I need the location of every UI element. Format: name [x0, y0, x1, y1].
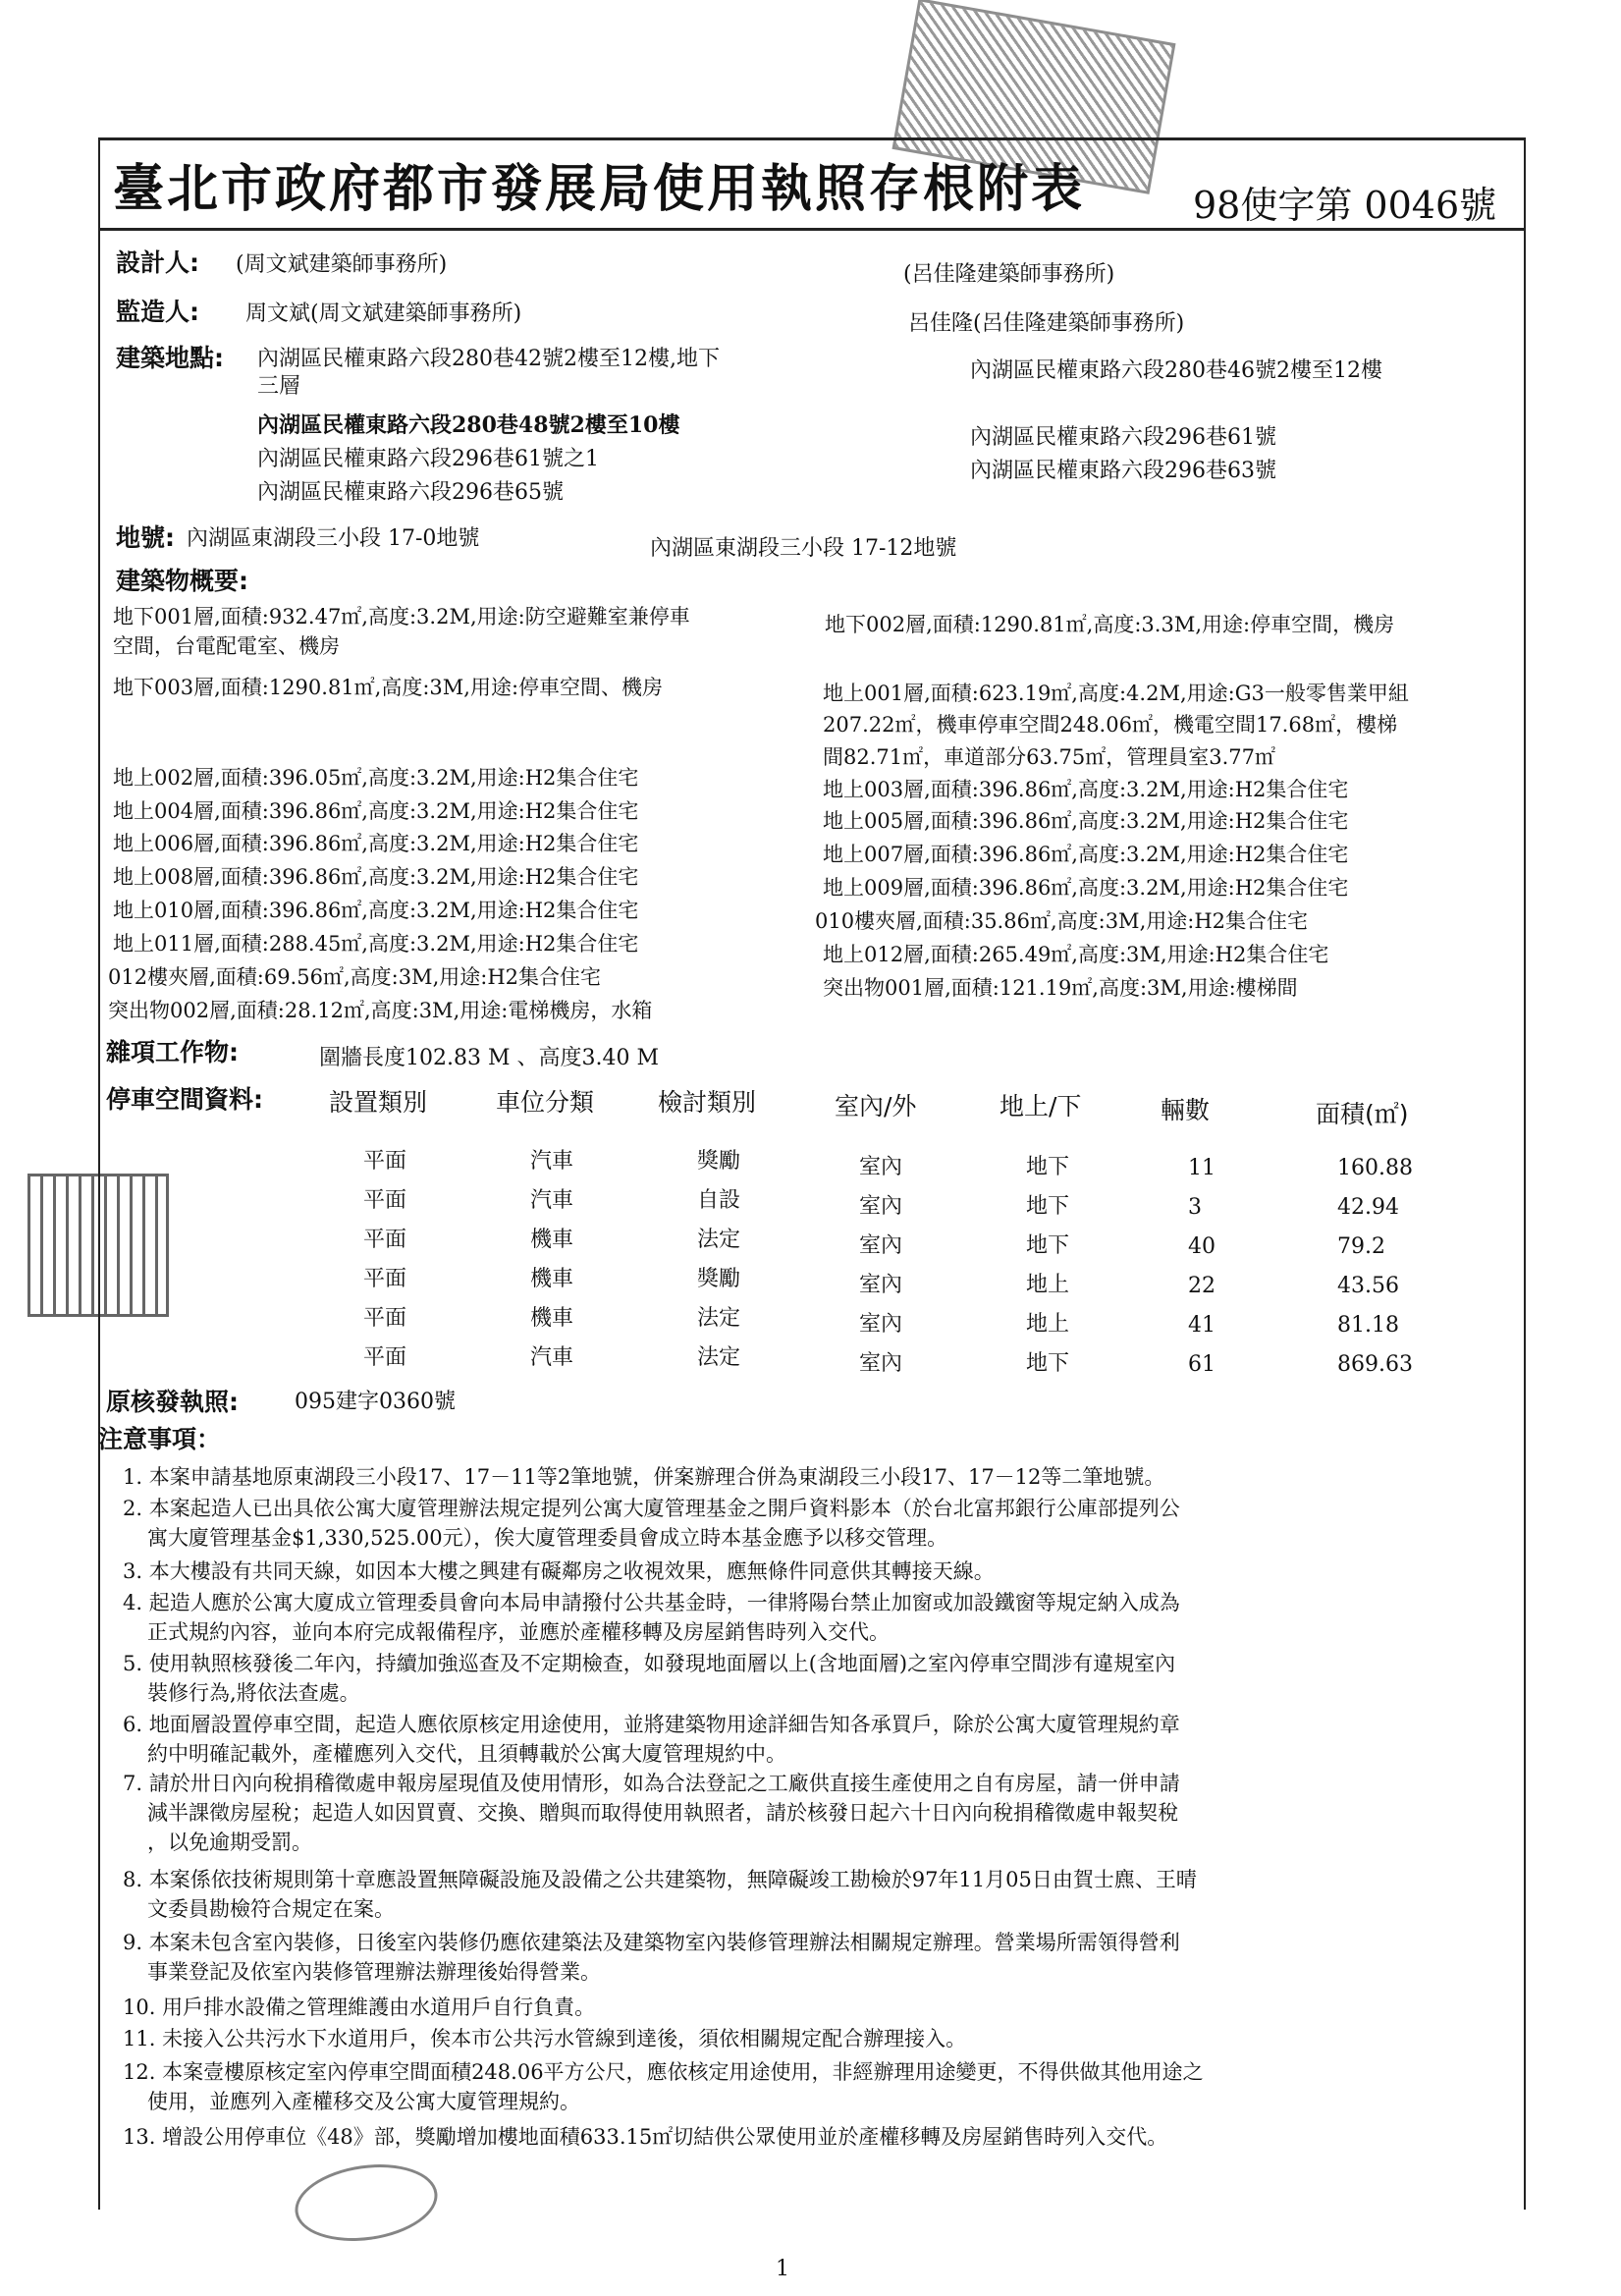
original-permit-value: 095建字0360號 — [295, 1390, 456, 1414]
parking-cell: 22 — [1188, 1274, 1216, 1298]
parking-cell: 42.94 — [1337, 1195, 1399, 1220]
parking-header: 設置類別 — [329, 1088, 428, 1117]
parking-cell: 法定 — [697, 1228, 741, 1252]
note-line: 減半課徵房屋稅；起造人如因買賣、交換、贈與而取得使用執照者，請於核發日起六十日內向稅捐稽徵處申報契稅 — [147, 1801, 1178, 1825]
parking-cell: 平面 — [363, 1188, 407, 1213]
parking-cell: 機車 — [530, 1267, 574, 1291]
designer-right: (呂佳隆建築師事務所) — [903, 262, 1115, 287]
parking-cell: 平面 — [363, 1228, 407, 1252]
document-title: 臺北市政府都市發展局使用執照存根附表 — [113, 159, 1086, 219]
note-line: 裝修行為,將依法查處。 — [147, 1681, 360, 1705]
overview-label: 建築物概要: — [116, 567, 248, 595]
site-left-5: 內湖區民權東路六段296巷65號 — [257, 480, 564, 505]
note-line: 4. 起造人應於公寓大廈成立管理委員會向本局申請撥付公共基金時，一律將陽台禁止加窗或加設鐵窗等規定納入成為 — [123, 1591, 1180, 1614]
overview-b3: 地下003層,面積:1290.81㎡,高度:3M,用途:停車空間、機房 — [113, 676, 664, 699]
site-left-4: 內湖區民權東路六段296巷61號之1 — [257, 447, 599, 471]
supervisor-label: 監造人: — [116, 298, 199, 326]
site-left-2: 三層 — [257, 374, 301, 399]
lot-right: 內湖區東湖段三小段 17-12地號 — [650, 536, 957, 561]
parking-cell: 室內 — [859, 1155, 903, 1179]
overview-left-row: 012樓夾層,面積:69.56㎡,高度:3M,用途:H2集合住宅 — [108, 965, 601, 989]
note-line: 12. 本案壹樓原核定室內停車空間面積248.06平方公尺，應依核定用途使用，非經辦理用途變更，不得供做其他用途之 — [123, 2060, 1204, 2084]
parking-cell: 法定 — [697, 1345, 741, 1370]
parking-cell: 41 — [1188, 1313, 1216, 1338]
parking-header: 室內/外 — [835, 1092, 917, 1121]
permit-number: 98使字第 0046號 — [1193, 184, 1497, 227]
site-right-3: 內湖區民權東路六段296巷63號 — [970, 459, 1276, 483]
parking-cell: 室內 — [859, 1194, 903, 1219]
parking-cell: 獎勵 — [697, 1267, 741, 1291]
site-left-3: 內湖區民權東路六段280巷48號2樓至10樓 — [257, 412, 680, 438]
parking-header: 面積(㎡) — [1316, 1100, 1409, 1128]
parking-cell: 地下 — [1026, 1351, 1070, 1376]
overview-right-row: 地上003層,面積:396.86㎡,高度:3.2M,用途:H2集合住宅 — [823, 778, 1349, 801]
overview-left-row: 地上004層,面積:396.86㎡,高度:3.2M,用途:H2集合住宅 — [113, 799, 639, 823]
parking-cell: 81.18 — [1337, 1313, 1399, 1338]
parking-header: 輛數 — [1161, 1096, 1211, 1124]
note-line: 9. 本案未包含室內裝修，日後室內裝修仍應依建築法及建築物室內裝修管理辦法相關規定辦理。營業場所需領得營利 — [123, 1931, 1180, 1954]
overview-right-row: 地上007層,面積:396.86㎡,高度:3.2M,用途:H2集合住宅 — [823, 843, 1349, 866]
overview-g1-2: 207.22㎡，機車停車空間248.06㎡，機電空間17.68㎡，樓梯 — [823, 713, 1398, 737]
overview-b1-right: 地下002層,面積:1290.81㎡,高度:3.3M,用途:停車空間，機房 — [825, 613, 1395, 636]
overview-left-row: 突出物002層,面積:28.12㎡,高度:3M,用途:電梯機房，水箱 — [108, 999, 653, 1022]
overview-right-row: 地上012層,面積:265.49㎡,高度:3M,用途:H2集合住宅 — [823, 943, 1329, 966]
parking-cell: 地上 — [1026, 1312, 1070, 1337]
overview-g1-1: 地上001層,面積:623.19㎡,高度:4.2M,用途:G3一般零售業甲組 — [823, 682, 1409, 705]
parking-cell: 自設 — [697, 1188, 741, 1213]
parking-cell: 平面 — [363, 1149, 407, 1174]
parking-cell: 11 — [1188, 1156, 1216, 1180]
overview-left-row: 地上011層,面積:288.45㎡,高度:3.2M,用途:H2集合住宅 — [113, 932, 639, 956]
note-line: 10. 用戶排水設備之管理維護由水道用戶自行負責。 — [123, 1995, 596, 2019]
overview-g1-3: 間82.71㎡，車道部分63.75㎡，管理員室3.77㎡ — [823, 745, 1275, 769]
parking-cell: 法定 — [697, 1306, 741, 1331]
parking-cell: 平面 — [363, 1306, 407, 1331]
site-right-2: 內湖區民權東路六段296巷61號 — [970, 425, 1276, 450]
parking-cell: 61 — [1188, 1352, 1216, 1377]
parking-cell: 869.63 — [1337, 1352, 1413, 1377]
overview-left-row: 地上008層,面積:396.86㎡,高度:3.2M,用途:H2集合住宅 — [113, 865, 639, 889]
parking-cell: 室內 — [859, 1351, 903, 1376]
parking-cell: 汽車 — [530, 1345, 574, 1370]
parking-cell: 獎勵 — [697, 1149, 741, 1174]
misc-value: 圍牆長度102.83 M 、高度3.40 M — [319, 1046, 659, 1070]
parking-cell: 機車 — [530, 1306, 574, 1331]
parking-header: 車位分類 — [496, 1088, 595, 1117]
note-line: 11. 未接入公共污水下水道用戶，俟本市公共污水管線到達後，須依相關規定配合辦理接入。 — [123, 2027, 967, 2050]
note-line: 使用，並應列入產權移交及公寓大廈管理規約。 — [147, 2090, 580, 2113]
note-line: 5. 使用執照核發後二年內，持續加強巡查及不定期檢查，如發現地面層以上(含地面層)之室內停車空間涉有違規室內 — [123, 1652, 1176, 1675]
parking-cell: 汽車 — [530, 1188, 574, 1213]
overview-right-row: 010樓夾層,面積:35.86㎡,高度:3M,用途:H2集合住宅 — [815, 909, 1308, 933]
overview-b1-cont: 空間，台電配電室、機房 — [113, 634, 340, 658]
note-line: 寓大廈管理基金$1,330,525.00元），俟大廈管理委員會成立時本基金應予以移交管理。 — [147, 1526, 948, 1550]
overview-right-row: 突出物001層,面積:121.19㎡,高度:3M,用途:樓梯間 — [823, 976, 1298, 1000]
parking-cell: 室內 — [859, 1233, 903, 1258]
note-line: 3. 本大樓設有共同天線，如因本大樓之興建有礙鄰房之收視效果，應無條件同意供其轉接天線。 — [123, 1559, 995, 1583]
overview-left-row: 地上006層,面積:396.86㎡,高度:3.2M,用途:H2集合住宅 — [113, 832, 639, 855]
site-right-1: 內湖區民權東路六段280巷46號2樓至12樓 — [970, 358, 1382, 383]
lot-left: 內湖區東湖段三小段 17-0地號 — [187, 526, 480, 551]
overview-right-row: 地上009層,面積:396.86㎡,高度:3.2M,用途:H2集合住宅 — [823, 876, 1349, 900]
overview-left-row: 地上002層,面積:396.05㎡,高度:3.2M,用途:H2集合住宅 — [113, 766, 639, 790]
note-line: ，以免逾期受罰。 — [147, 1831, 312, 1854]
parking-cell: 機車 — [530, 1228, 574, 1252]
note-line: 正式規約內容，並向本府完成報備程序，並應於產權移轉及房屋銷售時列入交代。 — [147, 1620, 890, 1644]
note-line: 6. 地面層設置停車空間，起造人應依原核定用途使用，並將建築物用途詳細告知各承買戶，除於公寓大廈管理規約章 — [123, 1713, 1180, 1736]
parking-cell: 43.56 — [1337, 1274, 1399, 1298]
parking-cell: 地下 — [1026, 1194, 1070, 1219]
parking-cell: 3 — [1188, 1195, 1202, 1220]
parking-cell: 汽車 — [530, 1149, 574, 1174]
supervisor-left: 周文斌(周文斌建築師事務所) — [245, 301, 522, 326]
note-line: 2. 本案起造人已出具依公寓大廈管理辦法規定提列公寓大廈管理基金之開戶資料影本（於台北富邦銀行公庫部提列公 — [123, 1497, 1180, 1520]
note-line: 約中明確記載外，產權應列入交代，且須轉載於公寓大廈管理規約中。 — [147, 1742, 786, 1766]
overview-left-row: 地上010層,面積:396.86㎡,高度:3.2M,用途:H2集合住宅 — [113, 899, 639, 922]
parking-header: 地上/下 — [1000, 1092, 1082, 1121]
page-number: 1 — [776, 2257, 789, 2281]
lot-label: 地號: — [116, 523, 175, 552]
notes-label: 注意事項： — [98, 1425, 222, 1453]
parking-cell: 平面 — [363, 1345, 407, 1370]
parking-cell: 40 — [1188, 1234, 1216, 1259]
top-border — [98, 137, 1524, 140]
parking-cell: 地下 — [1026, 1155, 1070, 1179]
misc-label: 雜項工作物: — [106, 1038, 239, 1066]
parking-cell: 室內 — [859, 1273, 903, 1297]
overview-right-row: 地上005層,面積:396.86㎡,高度:3.2M,用途:H2集合住宅 — [823, 809, 1349, 833]
designer-left: (周文斌建築師事務所) — [236, 252, 448, 277]
designer-label: 設計人: — [116, 248, 199, 277]
note-line: 文委員勘檢符合規定在案。 — [147, 1897, 395, 1921]
parking-label: 停車空間資料: — [106, 1085, 263, 1114]
note-line: 7. 請於卅日內向稅捐稽徵處申報房屋現值及使用情形，如為合法登記之工廠供直接生產使用之自有房屋，請一併申請 — [123, 1772, 1180, 1795]
parking-cell: 室內 — [859, 1312, 903, 1337]
parking-cell: 160.88 — [1337, 1156, 1413, 1180]
note-line: 1. 本案申請基地原東湖段三小段17、17－11等2筆地號，併案辦理合併為東湖段三小段17、17－12等二筆地號。 — [123, 1465, 1165, 1489]
site-left-1: 內湖區民權東路六段280巷42號2樓至12樓,地下 — [257, 347, 720, 371]
site-label: 建築地點: — [116, 344, 224, 372]
note-line: 13. 增設公用停車位《48》部，獎勵增加樓地面積633.15㎡切結供公眾使用並於產權移轉及房屋銷售時列入交代。 — [123, 2125, 1168, 2149]
parking-cell: 地上 — [1026, 1273, 1070, 1297]
parking-cell: 79.2 — [1337, 1234, 1385, 1259]
parking-header: 檢討類別 — [658, 1088, 757, 1117]
original-permit-label: 原核發執照: — [106, 1388, 239, 1416]
overview-b1-left: 地下001層,面積:932.47㎡,高度:3.2M,用途:防空避難室兼停車 — [113, 605, 690, 629]
parking-cell: 平面 — [363, 1267, 407, 1291]
parking-cell: 地下 — [1026, 1233, 1070, 1258]
supervisor-right: 呂佳隆(呂佳隆建築師事務所) — [908, 311, 1185, 336]
note-line: 8. 本案係依技術規則第十章應設置無障礙設施及設備之公共建築物，無障礙竣工勘檢於97年11月05日由賀士麃、王晴 — [123, 1868, 1197, 1891]
note-line: 事業登記及依室內裝修管理辦法辦理後始得營業。 — [147, 1960, 601, 1984]
